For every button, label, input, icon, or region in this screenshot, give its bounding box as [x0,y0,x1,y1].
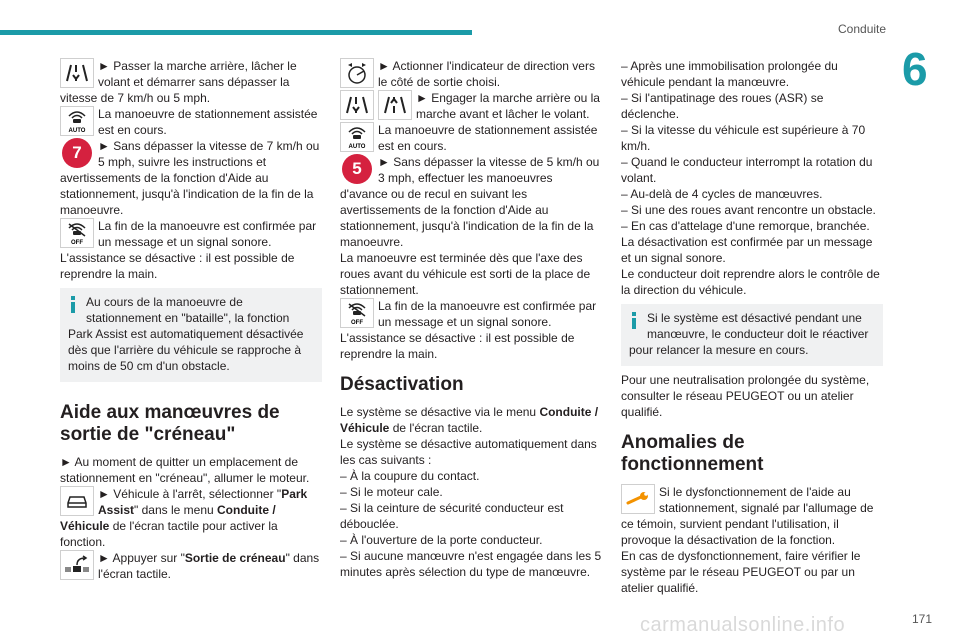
forward-gear-icon [378,90,412,120]
paragraph: Pour une neutralisation prolongée du système, consulter le réseau PEUGEOT ou un atelier qualifié. [621,373,870,419]
paragraph: ► Engager la marche arrière ou la marche avant et lâcher le volant. [416,91,600,121]
watermark: carmanualsonline.info [640,614,846,636]
text-run-bold: Sortie de créneau [184,551,286,565]
list-item: – Si le moteur cale. [340,485,443,499]
text-run: Le système se désactive via le menu [340,405,540,419]
step-badge: 5 [342,154,372,184]
column-3 [621,58,883,596]
step-badge: 7 [62,138,92,168]
text-run: ► Appuyer sur " [98,551,185,565]
paragraph: La manoeuvre est terminée dès que l'axe des roues avant du véhicule est sorti de la place de stationnement. [340,251,591,297]
list-item: – Si une des roues avant rencontre un obstacle. [621,203,876,217]
column-2 [340,58,602,580]
column-1 [60,58,322,582]
list-item: – Après une immobilisation prolongée du véhicule pendant la manœuvre. [621,59,838,89]
park-assist-off-icon [60,218,94,248]
info-icon [629,312,639,329]
paragraph [340,404,602,436]
paragraph: La désactivation est confirmée par un message et un signal sonore. [621,235,873,265]
list-item: – Quand le conducteur interrompt la rotation du volant. [621,155,873,185]
paragraph: ► Sans dépasser la vitesse de 7 km/h ou 5 mph, suivre les instructions et avertissements de la fonction d'Aide au stationnement, jusqu'à l'indication de la fin de la manoeuvre. [60,139,320,217]
paragraph: ► Actionner l'indicateur de direction vers le côté de sortie choisi. [378,59,595,89]
parallel-exit-icon [60,550,94,580]
paragraph: L'assistance se désactive : il est possible de reprendre la main. [60,251,295,281]
section-heading: Désactivation [340,374,464,395]
chapter-number: 6 [902,43,928,95]
paragraph: Le conducteur doit reprendre alors le contrôle de la direction du véhicule. [621,267,880,297]
list-item: – Si l'antipatinage des roues (ASR) se déclenche. [621,91,824,121]
list-item: – En cas d'attelage d'une remorque, branchée. [621,219,870,233]
header-accent-bar [0,30,472,35]
section-title: Conduite [838,22,887,36]
list-item: – Si aucune manœuvre n'est engagée dans les 5 minutes après sélection du type de manœuvre. [340,549,602,579]
deactivation-list-continued [621,58,883,234]
paragraph: La manoeuvre de stationnement assistée est en cours. [98,107,318,137]
paragraph: L'assistance se désactive : il est possible de reprendre la main. [340,331,575,361]
park-assist-off-icon [340,298,374,328]
list-item: – À l'ouverture de la porte conducteur. [340,533,543,547]
park-assist-auto-icon [60,106,94,136]
reverse-gear-icon [60,58,94,88]
text-run: de l'écran tactile pour activer la fonction. [60,519,278,549]
paragraph: Si le dysfonctionnement de l'aide au stationnement, signalé par l'allumage de ce témoin, survient pendant l'utilisation, il provoque la désactivation de la fonction. [621,485,874,547]
text-run: ► Véhicule à l'arrêt, sélectionner " [98,487,282,501]
list-item: – Au-delà de 4 cycles de manœuvres. [621,187,823,201]
off-label: OFF [71,240,83,246]
info-text: Au cours de la manoeuvre de stationnement en "bataille", la fonction Park Assist est automatiquement désactivée dès que l'arrière du véhicule se rapproche à moins de 50 cm d'un obstacle. [68,295,304,373]
page-number: 171 [912,612,933,626]
list-item: – À la coupure du contact. [340,469,480,483]
paragraph: ► Au moment de quitter un emplacement de stationnement en "créneau", allumer le moteur. [60,455,310,485]
info-box [621,304,883,366]
text-run: de l'écran tactile. [389,421,483,435]
section-heading: Aide aux manœuvres de sortie de "créneau" [60,402,280,445]
paragraph: Le système se désactive automatiquement dans les cas suivants : [340,437,597,467]
info-box [60,288,322,382]
paragraph: La fin de la manoeuvre est confirmée par un message et un signal sonore. [98,219,317,249]
car-icon [60,486,94,516]
section-heading: Anomalies de fonctionnement [621,432,764,475]
info-text: Si le système est désactivé pendant une manœuvre, le conducteur doit le réactiver pour relancer la mesure en cours. [629,311,869,357]
paragraph [60,486,322,550]
text-run-bold: Conduite / Véhicule [60,503,276,533]
paragraph: En cas de dysfonctionnement, faire vérifier le système par le réseau PEUGEOT ou par un atelier qualifié. [621,549,861,595]
wrench-warning-icon [621,484,655,514]
off-label: OFF [351,320,363,326]
text-run: " dans le menu [134,503,218,517]
paragraph: ► Sans dépasser la vitesse de 5 km/h ou 3 mph, effectuer les manoeuvres d'avance ou de recul en suivant les avertissements de la fonction d'Aide au stationnement, jusqu'à l'indication de la fin de la manoeuvre. [340,155,600,249]
turn-signal-icon [340,58,374,88]
paragraph: La manoeuvre de stationnement assistée est en cours. [378,123,598,153]
paragraph: La fin de la manoeuvre est confirmée par un message et un signal sonore. [378,299,597,329]
list-item: – Si la ceinture de sécurité conducteur est débouclée. [340,501,564,531]
park-assist-auto-icon [340,122,374,152]
paragraph: ► Passer la marche arrière, lâcher le volant et démarrer sans dépasser la vitesse de 7 km/h ou 5 mph. [60,59,297,105]
text-run: " dans l'écran tactile. [98,551,320,581]
auto-label: AUTO [68,128,86,134]
text-run-bold: Conduite / Véhicule [340,405,599,435]
paragraph [60,550,322,582]
info-icon [68,296,78,313]
auto-label: AUTO [348,144,366,150]
reverse-gear-icon [340,90,374,120]
text-run-bold: Park Assist [98,487,308,517]
deactivation-list [340,468,602,580]
list-item: – Si la vitesse du véhicule est supérieure à 70 km/h. [621,123,866,153]
